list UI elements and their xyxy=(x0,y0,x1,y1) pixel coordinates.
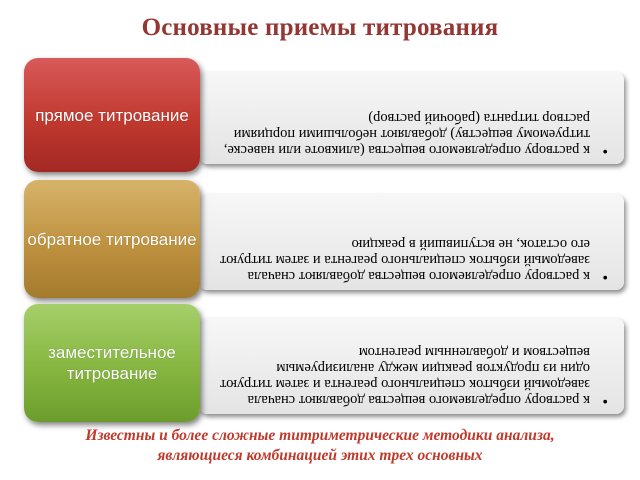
footer-line: Известны и более сложные титриметрические методики анализа, xyxy=(85,427,555,444)
page-title: Основные приемы титрования xyxy=(141,14,499,41)
method-row-direct xyxy=(24,58,624,172)
bullet-icon: • xyxy=(602,392,608,409)
bullet-icon: • xyxy=(602,142,608,159)
method-row-substitution xyxy=(24,304,624,422)
method-badge-back xyxy=(24,180,200,298)
method-description: к раствору определяемого вещества добавляют сначала заведомый избыток специального реагента и затем титруют его остаток, не вступивший в реакцию xyxy=(220,236,590,284)
method-row-back xyxy=(24,180,624,298)
method-description-panel xyxy=(199,72,624,164)
method-description-panel xyxy=(199,194,624,290)
method-label: заместительное титрование xyxy=(48,343,176,383)
method-description: к раствору определяемого вещества (аликвоте или навеске, титруемому веществу) добавляют небольшими порциями раствор титранта (рабочий раствор) xyxy=(223,110,590,158)
method-badge-direct xyxy=(24,58,200,172)
method-label: обратное титрование xyxy=(27,229,197,249)
footer-line: являющиеся комбинацией этих трех основных xyxy=(157,447,483,464)
footer-note xyxy=(0,426,640,466)
method-description-panel xyxy=(199,318,624,414)
bullet-icon: • xyxy=(602,268,608,285)
method-label: прямое титрование xyxy=(35,105,189,125)
method-description: к раствору определяемого вещества добавляют сначала заведомый избыток специального реагента и затем титруют один из продуктов реакции между анализируемым веществом и добавленным реагентом xyxy=(220,344,590,408)
method-badge-substitution xyxy=(24,304,200,422)
